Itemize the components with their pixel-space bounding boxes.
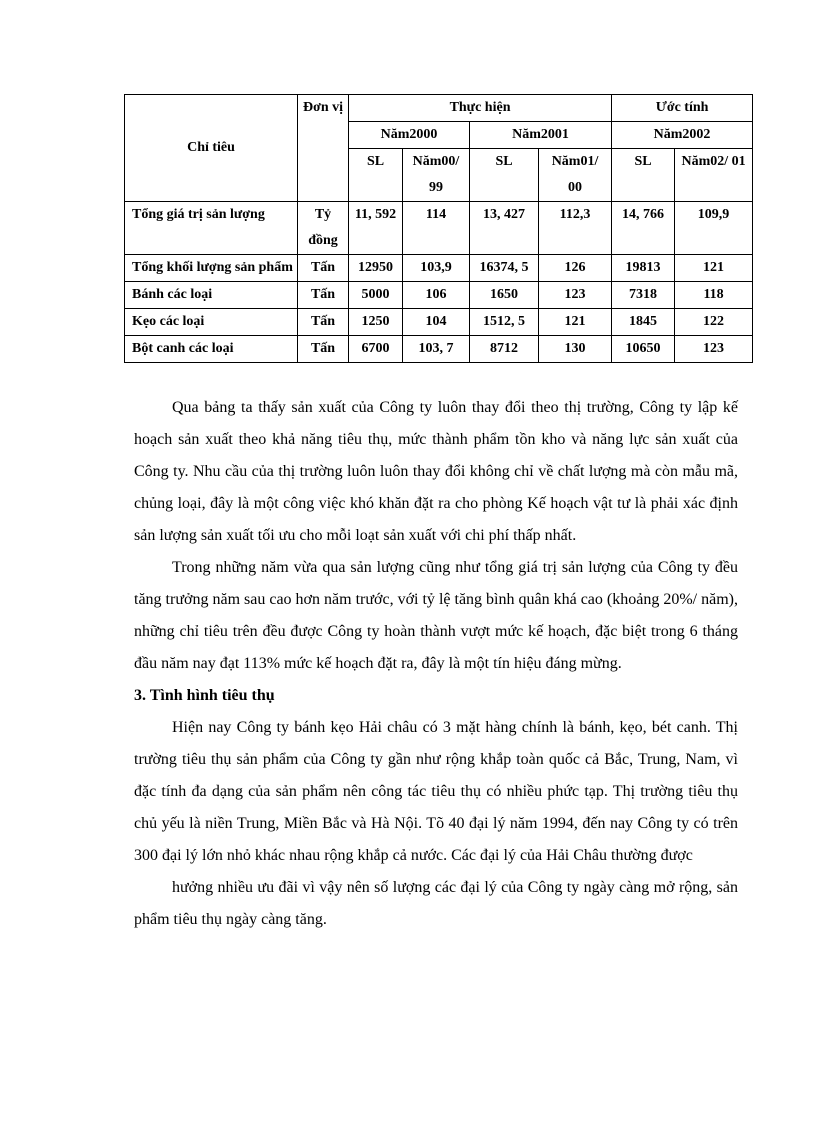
cell-ratio-2002: 121 [675,255,753,282]
production-table [124,94,753,363]
cell-sl-2002: 19813 [612,255,675,282]
paragraph-production-analysis: Qua bảng ta thấy sản xuất của Công ty luôn thay đổi theo thị trường, Công ty lập kế hoạch sản xuất theo khả năng tiêu thụ, mức thành phẩm tồn kho và năng lực sản xuất của Công ty. Nhu cầu của thị trường luôn luôn thay đổi không chỉ về chất lượng mà còn mẫu mã, chủng loại, đây là một công việc khó khăn đặt ra cho phòng Kế hoạch vật tư là phải xác định sản lượng sản xuất tối ưu cho mỗi loạt sản xuất với chi phí thấp nhất. [134,399,738,544]
header-thuc-hien: Thực hiện [349,95,612,122]
row-unit: Tấn [298,282,349,309]
section-heading: 3. Tình hình tiêu thụ [134,687,275,704]
table-row [125,202,753,255]
row-label: Tổng giá trị sản lượng [125,202,298,255]
paragraph-growth: Trong những năm vừa qua sản lượng cũng như tổng giá trị sản lượng của Công ty đều tăng trưởng năm sau cao hơn năm trước, với tỷ lệ tăng bình quân khá cao (khoảng 20%/ năm), những chỉ tiêu trên đều được Công ty hoàn thành vượt mức kế hoạch, đặc biệt trong 6 tháng đầu năm nay đạt 113% mức kế hoạch đặt ra, đây là một tín hiệu đáng mừng. [134,559,738,672]
header-uoc-tinh: Ước tính [612,95,753,122]
cell-sl-2002: 14, 766 [612,202,675,255]
cell-sl-2002: 10650 [612,336,675,363]
header-ratio-02-01: Năm02/ 01 [675,149,753,202]
row-label: Tổng khối lượng sản phẩm [125,255,298,282]
header-year-2002: Năm2002 [612,122,753,149]
cell-sl-2000: 5000 [349,282,403,309]
table-header-row [125,95,753,122]
cell-ratio-2002: 118 [675,282,753,309]
cell-ratio-2001: 123 [539,282,612,309]
cell-sl-2000: 12950 [349,255,403,282]
cell-ratio-2000: 103, 7 [403,336,470,363]
cell-sl-2001: 8712 [470,336,539,363]
header-year-2001: Năm2001 [470,122,612,149]
body-text [134,392,738,936]
header-year-2000: Năm2000 [349,122,470,149]
header-sl: SL [470,149,539,202]
cell-ratio-2002: 122 [675,309,753,336]
cell-sl-2000: 1250 [349,309,403,336]
table-row [125,282,753,309]
row-unit: Tấn [298,255,349,282]
cell-ratio-2001: 130 [539,336,612,363]
table-row [125,255,753,282]
cell-sl-2001: 1512, 5 [470,309,539,336]
cell-ratio-2002: 123 [675,336,753,363]
cell-ratio-2000: 104 [403,309,470,336]
cell-ratio-2001: 126 [539,255,612,282]
cell-sl-2001: 1650 [470,282,539,309]
cell-sl-2000: 6700 [349,336,403,363]
table-row [125,336,753,363]
cell-ratio-2000: 114 [403,202,470,255]
row-label: Kẹo các loại [125,309,298,336]
cell-ratio-2001: 121 [539,309,612,336]
cell-ratio-2000: 103,9 [403,255,470,282]
cell-ratio-2002: 109,9 [675,202,753,255]
cell-sl-2000: 11, 592 [349,202,403,255]
header-ratio-00-99: Năm00/ 99 [403,149,470,202]
header-ratio-01-00: Năm01/ 00 [539,149,612,202]
header-sl: SL [349,149,403,202]
cell-ratio-2001: 112,3 [539,202,612,255]
cell-sl-2001: 13, 427 [470,202,539,255]
header-chi-tieu: Chỉ tiêu [125,95,298,202]
cell-ratio-2000: 106 [403,282,470,309]
header-sl: SL [612,149,675,202]
row-label: Bột canh các loại [125,336,298,363]
cell-sl-2002: 7318 [612,282,675,309]
cell-sl-2002: 1845 [612,309,675,336]
table-row [125,309,753,336]
header-don-vi: Đơn vị [298,95,349,202]
paragraph-consumption: Hiện nay Công ty bánh kẹo Hải châu có 3 mặt hàng chính là bánh, kẹo, bét canh. Thị trường tiêu thụ sản phẩm của Công ty gần như rộng khắp toàn quốc cả Bắc, Trung, Nam, vì đặc tính đa dạng của sản phẩm nên công tác tiêu thụ có nhiều phức tạp. Thị trường tiêu thụ chủ yếu là niền Trung, Miền Bắc và Hà Nội. Tõ 40 đại lý năm 1994, đến nay Công ty có trên 300 đại lý lớn nhỏ khác nhau rộng khắp cả nước. Các đại lý của Hải Châu thường được [134,719,738,864]
row-label: Bánh các loại [125,282,298,309]
row-unit: Tỷ đồng [298,202,349,255]
row-unit: Tấn [298,336,349,363]
cell-sl-2001: 16374, 5 [470,255,539,282]
paragraph-agents: hưởng nhiều ưu đãi vì vậy nên số lượng các đại lý của Công ty ngày càng mở rộng, sản phẩm tiêu thụ ngày càng tăng. [134,879,738,928]
row-unit: Tấn [298,309,349,336]
